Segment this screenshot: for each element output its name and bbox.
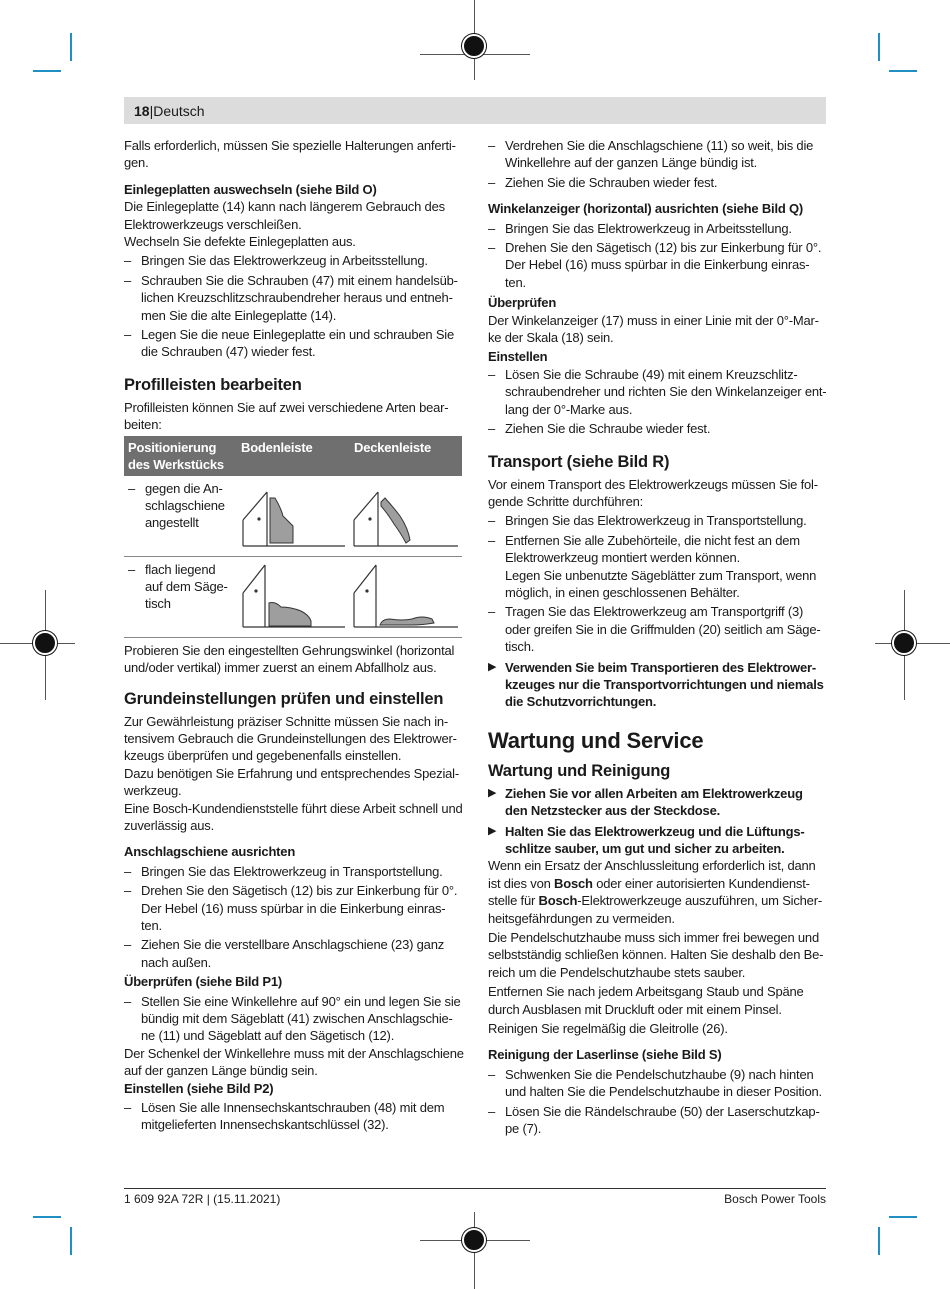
basic-settings-heading: Grundeinstellungen prüfen und einstellen (124, 689, 444, 708)
registration-mark (33, 631, 57, 655)
paragraph: Wenn ein Ersatz der Anschlussleitung erforderlich ist, dann ist dies von Bosch oder einer autorisierten Kundendienst-stelle für Bosch-Elektrowerkzeuge auszuführen, um Sicher-heitsgefährdungen zu vermeiden. (488, 858, 822, 926)
table-header: Deckenleiste (350, 436, 462, 476)
paragraph: Der Schenkel der Winkellehre muss mit der Anschlagschiene auf der ganzen Länge bündig sein. (124, 1045, 464, 1079)
list-item: – Bringen Sie das Elektrowerkzeug in Arbeitsstellung. (488, 220, 792, 236)
registration-mark (462, 1228, 486, 1252)
paragraph: Wechseln Sie defekte Einlegeplatten aus. (124, 234, 356, 250)
profile-table (124, 436, 462, 638)
warning-item: ▶ Ziehen Sie vor allen Arbeiten am Elektrowerkzeug den Netzstecker aus der Steckdose. (488, 785, 803, 819)
angle-adjust-heading: Einstellen (488, 349, 548, 365)
baseboard-upright-figure (237, 480, 349, 548)
list-item: – Bringen Sie das Elektrowerkzeug in Arbeitsstellung. (124, 253, 428, 269)
dash-marker: – (124, 327, 132, 343)
crop-mark (33, 1216, 61, 1218)
intro-paragraph: Falls erforderlich, müssen Sie spezielle Halterungen anferti-gen. (124, 138, 456, 171)
arrow-icon: ▶ (488, 660, 497, 673)
table-row (124, 556, 462, 637)
paragraph: Probieren Sie den eingestellten Gehrungswinkel (horizontal und/oder vertikal) immer zuerst an einem Abfallholz aus. (124, 642, 455, 676)
registration-mark (892, 631, 916, 655)
list-item: – Schwenken Sie die Pendelschutzhaube (9) nach hinten und halten Sie die Pendelschutzhaube in dieser Position. (488, 1066, 822, 1100)
list-item: – gegen die An-schlagschiene angestellt (128, 480, 225, 530)
list-item: – Ziehen Sie die Schrauben wieder fest. (488, 174, 718, 190)
footer-brand: Bosch Power Tools (724, 1192, 826, 1206)
list-item: – Legen Sie die neue Einlegeplatte ein und schrauben Sie die Schrauben (47) wieder fest. (124, 327, 455, 360)
list-item: – Lösen Sie alle Innensechskantschrauben (48) mit dem mitgelieferten Innensechskantschlüssel (32). (124, 1100, 445, 1133)
list-item: – Lösen Sie die Schraube (49) mit einem Kreuzschlitz-schraubendreher und richten Sie den Winkelanzeiger ent-lang der 0°-Marke aus. (488, 366, 827, 417)
angle-heading: Winkelanzeiger (horizontal) ausrichten (siehe Bild Q) (488, 201, 804, 217)
laser-heading: Reinigung der Laserlinse (siehe Bild S) (488, 1047, 722, 1063)
paragraph: Legen Sie unbenutzte Sägeblätter zum Transport, wenn möglich, in einen geschlossenen Behälter. (505, 567, 817, 600)
left-column (124, 137, 464, 1134)
paragraph: Die Einlegeplatte (14) kann nach längerem Gebrauch des Elektrowerkzeugs verschleißen. (124, 199, 445, 232)
angle-check-heading: Überprüfen (488, 295, 557, 311)
page-header (134, 103, 205, 120)
list-item: – Entfernen Sie alle Zubehörteile, die nicht fest an dem Elektrowerkzeug montiert werden können. (488, 532, 800, 566)
list-item: – Lösen Sie die Rändelschraube (50) der Laserschutzkap-pe (7). (488, 1103, 820, 1137)
paragraph: Profilleisten können Sie auf zwei verschiedene Arten bear-beiten: (124, 399, 449, 433)
arrow-icon: ▶ (488, 786, 497, 799)
page-number: 18 (134, 103, 150, 119)
crown-molding-flat-figure (350, 561, 462, 629)
footer-divider (124, 1188, 826, 1189)
list-item: – Ziehen Sie die verstellbare Anschlagschiene (23) ganz nach außen. (124, 937, 445, 970)
check-heading: Überprüfen (siehe Bild P1) (124, 974, 283, 990)
fence-heading: Anschlagschiene ausrichten (124, 844, 296, 860)
list-item: – Bringen Sie das Elektrowerkzeug in Transportstellung. (124, 863, 443, 879)
warning-item: ▶ Verwenden Sie beim Transportieren des Elektrower-kzeuges nur die Transportvorrichtungen und niemals die Schutzvorrichtungen. (488, 659, 824, 710)
dash-marker: – (124, 253, 132, 269)
paragraph: Dazu benötigen Sie Erfahrung und entsprechendes Spezial-werkzeug. (124, 765, 459, 799)
table-header: Bodenleiste (237, 436, 350, 476)
crop-mark (70, 1227, 72, 1255)
footer-document-id: 1 609 92A 72R | (15.11.2021) (124, 1192, 281, 1206)
list-item: – Verdrehen Sie die Anschlagschiene (11) so weit, bis die Winkellehre auf der ganzen Länge bündig ist. (488, 138, 814, 171)
paragraph: Eine Bosch-Kundendienststelle führt diese Arbeit schnell und zuverlässig aus. (124, 800, 463, 833)
crop-mark (70, 33, 72, 61)
crown-molding-upright-figure (350, 480, 462, 548)
warning-item: ▶ Halten Sie das Elektrowerkzeug und die Lüftungs-schlitze sauber, um gut und sicher zu arbeiten. (488, 823, 805, 856)
paragraph: Entfernen Sie nach jedem Arbeitsgang Staub und Späne durch Ausblasen mit Druckluft oder mit einem Pinsel. (488, 984, 804, 1017)
list-item: – flach liegend auf dem Säge-tisch (128, 561, 228, 611)
paragraph: Reinigen Sie regelmäßig die Gleitrolle (26). (488, 1021, 728, 1037)
paragraph: Der Winkelanzeiger (17) muss in einer Linie mit der 0°-Mar-ke der Skala (18) sein. (488, 312, 819, 346)
registration-mark (462, 34, 486, 58)
paragraph: Vor einem Transport des Elektrowerkzeugs müssen Sie fol-gende Schritte durchführen: (488, 476, 818, 509)
crop-mark (878, 33, 880, 61)
crop-mark (889, 70, 917, 72)
list-item: – Drehen Sie den Sägetisch (12) bis zur Einkerbung für 0°. Der Hebel (16) muss spürbar in die Einkerbung einras-ten. (124, 883, 458, 933)
maintenance-heading: Wartung und Reinigung (488, 761, 671, 780)
profile-heading: Profilleisten bearbeiten (124, 375, 302, 394)
list-item: – Bringen Sie das Elektrowerkzeug in Transportstellung. (488, 513, 807, 529)
paragraph: Die Pendelschutzhaube muss sich immer frei bewegen und selbstständig schließen können. Halten Sie deshalb den Be-reich um die Pendelschutzhaube stets sauber. (488, 930, 824, 980)
list-item: – Stellen Sie eine Winkellehre auf 90° ein und legen Sie sie bündig mit dem Sägeblatt (41) zwischen Anschlagschie-ne (11) und Sägeblatt auf den Sägetisch (12). (124, 993, 461, 1044)
list-item: – Ziehen Sie die Schraube wieder fest. (488, 421, 711, 437)
insert-heading: Einlegeplatten auswechseln (siehe Bild O) (124, 181, 377, 197)
adjust-heading: Einstellen (siehe Bild P2) (124, 1080, 274, 1096)
table-row (124, 476, 462, 557)
crop-mark (878, 1227, 880, 1255)
crop-mark (889, 1216, 917, 1218)
header-separator: | (149, 103, 154, 119)
header-bar (124, 97, 826, 124)
paragraph: Zur Gewährleistung präziser Schnitte müssen Sie nach in-tensivem Gebrauch die Grundeinstellungen des Elektrower-kzeugs überprüfen und gegebenenfalls einstellen. (124, 713, 457, 764)
service-heading: Wartung und Service (488, 727, 704, 753)
list-item: – Tragen Sie das Elektrowerkzeug am Transportgriff (3) oder greifen Sie in die Griffmulden (20) seitlich am Säge-tisch. (488, 604, 821, 655)
list-item: – Drehen Sie den Sägetisch (12) bis zur Einkerbung für 0°. Der Hebel (16) muss spürbar in die Einkerbung einras-ten. (488, 240, 822, 290)
right-column (488, 137, 828, 1138)
header-language: Deutsch (153, 103, 205, 119)
baseboard-flat-figure (237, 561, 349, 629)
list-item: – Schrauben Sie die Schrauben (47) mit einem handelsüb-lichen Kreuzschlitzschraubendreher heraus und entneh-men Sie die alte Einlegeplatte (14). (124, 272, 458, 323)
transport-heading: Transport (siehe Bild R) (488, 452, 670, 471)
crop-mark (33, 70, 61, 72)
dash-marker: – (124, 272, 132, 288)
table-header: Positionierung des Werkstücks (124, 436, 237, 476)
arrow-icon: ▶ (488, 824, 497, 837)
